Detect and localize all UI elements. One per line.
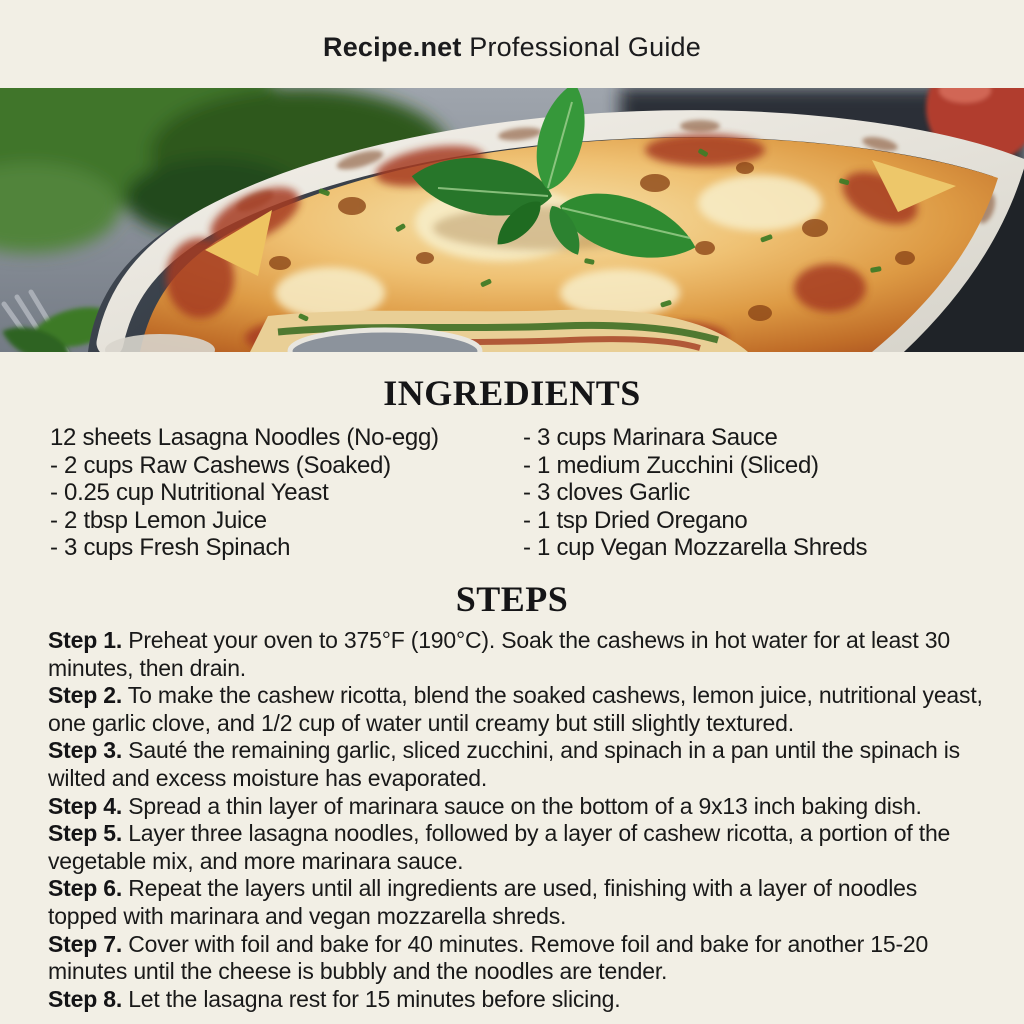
step-item: Step 1. Preheat your oven to 375°F (190°C). Soak the cashews in hot water for at least 30 minutes, then drain. — [48, 627, 950, 681]
lasagna-photo-graphic — [0, 88, 1024, 352]
ingredient-item: 12 sheets Lasagna Noodles (No-egg) — [50, 424, 439, 451]
step-item: Step 3. Sauté the remaining garlic, sliced zucchini, and spinach in a pan until the spinach is wilted and excess moisture has evaporated. — [48, 737, 960, 791]
header-title: Professional Guide — [461, 32, 701, 62]
ingredient-item: - 2 tbsp Lemon Juice — [50, 506, 267, 534]
ingredients-column-left — [50, 424, 480, 562]
step-item: Step 4. Spread a thin layer of marinara sauce on the bottom of a 9x13 inch baking dish. — [48, 792, 922, 819]
step-label: Step 8. — [48, 985, 123, 1012]
step-label: Step 5. — [48, 820, 123, 847]
steps-heading: STEPS — [455, 579, 569, 619]
step-label: Step 3. — [48, 737, 123, 764]
ingredient-item: - 1 tsp Dried Oregano — [523, 506, 748, 534]
step-label: Step 4. — [48, 792, 123, 819]
step-item: Step 2. To make the cashew ricotta, blend the soaked cashews, lemon juice, nutritional yeast, one garlic clove, and 1/2 cup of water until creamy but still slightly textured. — [48, 682, 983, 736]
ingredient-item: - 3 cloves Garlic — [523, 479, 690, 507]
ingredients-section — [0, 424, 1024, 562]
step-item: Step 7. Cover with foil and bake for 40 minutes. Remove foil and bake for another 15-20 minutes until the cheese is bubbly and the noodles are tender. — [48, 930, 929, 985]
step-label: Step 7. — [48, 930, 123, 957]
brand-name: Recipe.net — [323, 32, 462, 62]
ingredients-heading: INGREDIENTS — [383, 373, 641, 413]
ingredient-item: - 2 cups Raw Cashews (Soaked) — [50, 451, 391, 479]
step-item: Step 8. Let the lasagna rest for 15 minutes before slicing. — [48, 985, 621, 1012]
step-label: Step 2. — [48, 682, 123, 709]
step-label: Step 6. — [48, 875, 123, 902]
ingredient-item: - 1 cup Vegan Mozzarella Shreds — [523, 534, 868, 562]
lasagna-photo — [0, 88, 1024, 352]
steps-section — [48, 627, 985, 1013]
ingredients-column-right — [523, 424, 1003, 562]
page-header — [0, 32, 1024, 63]
step-item: Step 5. Layer three lasagna noodles, followed by a layer of cashew ricotta, a portion of the vegetable mix, and more marinara sauce. — [48, 820, 951, 874]
ingredient-item: - 3 cups Fresh Spinach — [50, 534, 291, 562]
step-item: Step 6. Repeat the layers until all ingredients are used, finishing with a layer of noodles topped with marinara and vegan mozzarella shreds. — [48, 875, 918, 929]
step-label: Step 1. — [48, 627, 123, 653]
ingredient-item: - 0.25 cup Nutritional Yeast — [50, 479, 329, 507]
ingredient-item: - 3 cups Marinara Sauce — [523, 424, 778, 451]
ingredient-item: - 1 medium Zucchini (Sliced) — [523, 451, 819, 479]
